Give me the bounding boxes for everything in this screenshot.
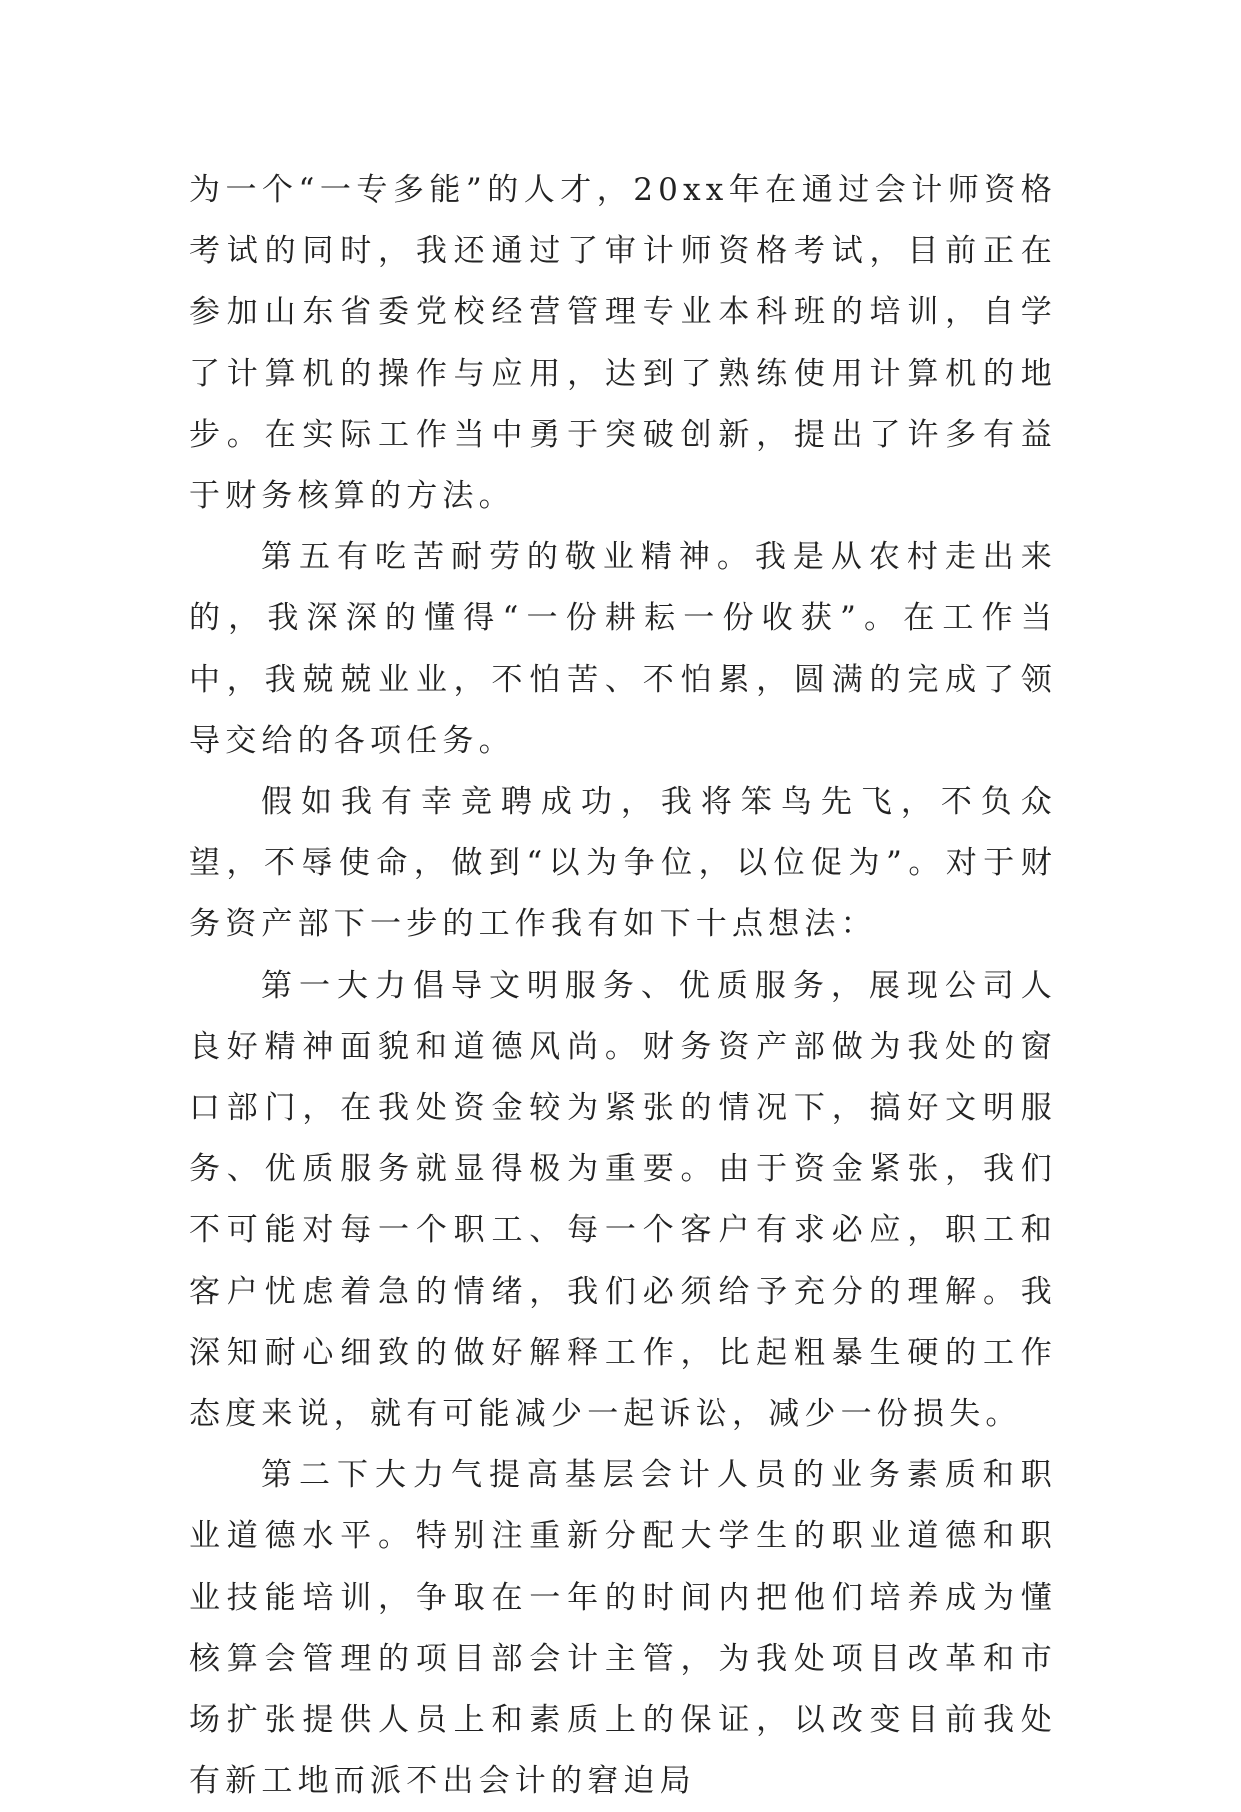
paragraph-5: 第二下大力气提高基层会计人员的业务素质和职业道德水平。特别注重新分配大学生的职业道德和职业技能培训，争取在一年的时间内把他们培养成为懂核算会管理的项目部会计主管，为我处项目改革和市场扩张提供人员上和素质上的保证，以改变目前我处有新工地而派不出会计的窘迫局: [189, 1457, 1057, 1800]
document-body: [189, 160, 1057, 1812]
paragraph-1: 为一个“一专多能”的人才，20xx年在通过会计师资格考试的同时，我还通过了审计师资格考试，目前正在参加山东省委党校经营管理专业本科班的培训，自学了计算机的操作与应用，达到了熟练使用计算机的地步。在实际工作当中勇于突破创新，提出了许多有益于财务核算的方法。: [189, 172, 1057, 515]
paragraph-2: 第五有吃苦耐劳的敬业精神。我是从农村走出来的，我深深的懂得“一份耕耘一份收获”。在工作当中，我兢兢业业，不怕苦、不怕累，圆满的完成了领导交给的各项任务。: [189, 539, 1057, 759]
paragraph-4: 第一大力倡导文明服务、优质服务，展现公司人良好精神面貌和道德风尚。财务资产部做为我处的窗口部门，在我处资金较为紧张的情况下，搞好文明服务、优质服务就显得极为重要。由于资金紧张，我们不可能对每一个职工、每一个客户有求必应，职工和客户忧虑着急的情绪，我们必须给予充分的理解。我深知耐心细致的做好解释工作，比起粗暴生硬的工作态度来说，就有可能减少一起诉讼，减少一份损失。: [189, 967, 1057, 1433]
paragraph-3: 假如我有幸竞聘成功，我将笨鸟先飞，不负众望，不辱使命，做到“以为争位，以位促为”。对于财务资产部下一步的工作我有如下十点想法：: [189, 784, 1057, 943]
